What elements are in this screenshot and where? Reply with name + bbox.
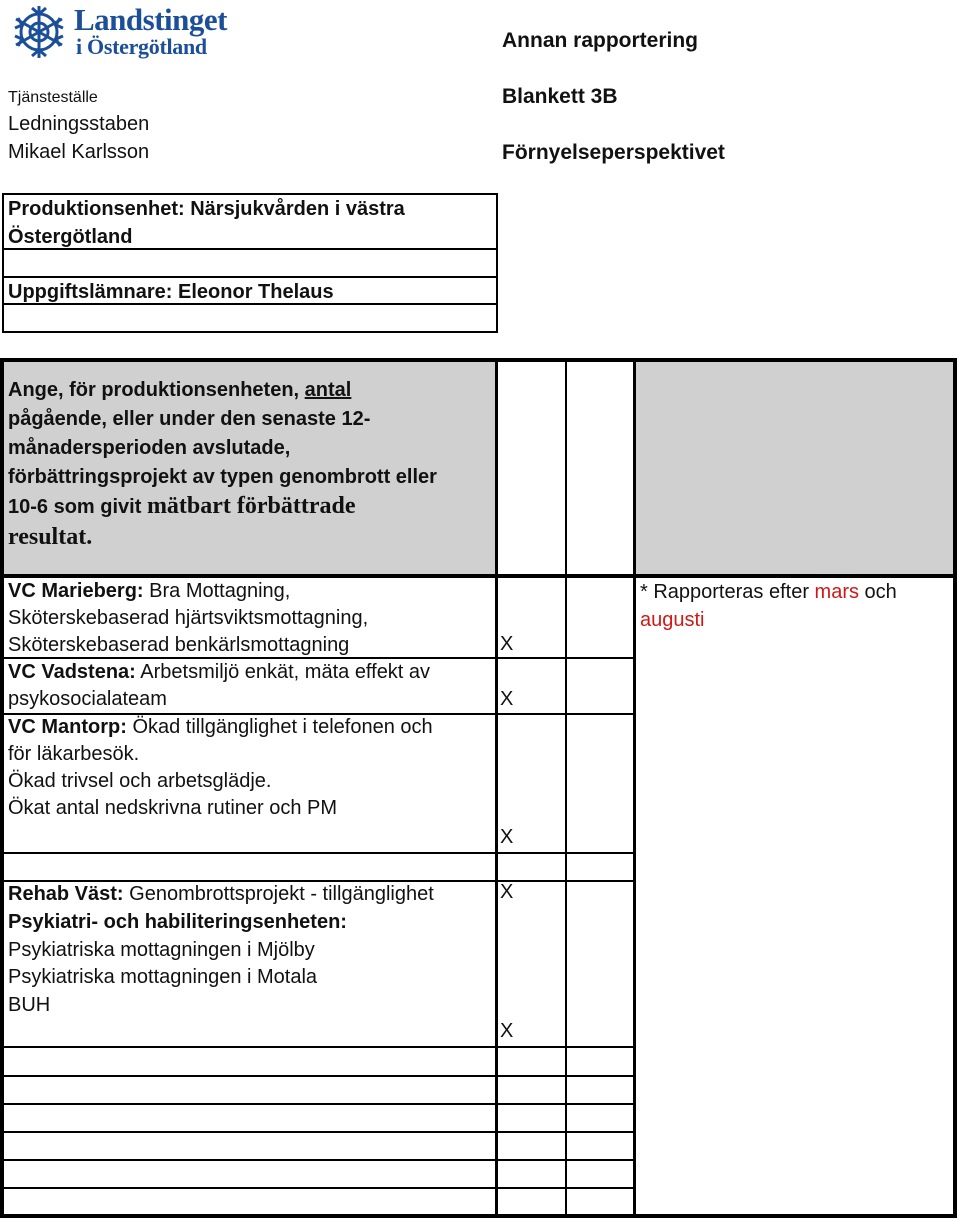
table-row: VC Vadstena: Arbetsmiljö enkät, mäta effekt av psykosocialateam <box>8 661 431 710</box>
logo-line1: Landstinget <box>74 2 227 37</box>
question-line2: pågående, eller under den senaste 12- <box>8 408 371 430</box>
report-note: * Rapporteras efter mars och augusti <box>640 581 897 631</box>
question-line4: förbättringsprojekt av typen genombrott eller <box>8 466 437 488</box>
report-title: Annan rapportering <box>502 29 699 52</box>
row-mark: X <box>500 881 514 903</box>
workplace-label: Tjänsteställe <box>8 89 98 106</box>
person-name: Mikael Karlsson <box>8 141 150 163</box>
production-unit: Produktionsenhet: Närsjukvården i västra Östergötland <box>8 198 405 248</box>
row-mark: X <box>500 633 514 655</box>
question-line5: 10-6 som givit mätbart förbättrade <box>8 493 356 519</box>
question-line3: månadersperioden avslutade, <box>8 437 291 459</box>
perspective: Förnyelseperspektivet <box>502 141 725 164</box>
table-row: Psykiatri- och habiliteringsenheten: Psykiatriska mottagningen i Mjölby Psykiatriska mottagningen i Motala BUH <box>8 911 347 1016</box>
header-grey-cell <box>636 361 953 575</box>
row-mark: X <box>500 826 514 848</box>
logo-line2: i Östergötland <box>76 34 207 59</box>
table-row: Rehab Väst: Genombrottsprojekt - tillgänglighet <box>8 883 434 905</box>
table-row: VC Marieberg: Bra Mottagning, Sköterskebaserad hjärtsviktsmottagning, Sköterskebaserad benkärlsmottagning <box>8 580 369 656</box>
table-row: VC Mantorp: Ökad tillgänglighet i telefonen och för läkarbesök. Ökad trivsel och arbetsglädje. Ökat antal nedskrivna rutiner och PM <box>8 716 433 819</box>
question-line1: Ange, för produktionsenheten, antal <box>8 379 352 401</box>
reporter: Uppgiftslämnare: Eleonor Thelaus <box>8 281 334 303</box>
row-mark: X <box>500 1020 514 1042</box>
workplace: Ledningsstaben <box>8 113 150 135</box>
question-text <box>8 376 437 552</box>
question-line6: resultat. <box>8 524 93 550</box>
row-mark: X <box>500 688 514 710</box>
form-name: Blankett 3B <box>502 85 618 108</box>
